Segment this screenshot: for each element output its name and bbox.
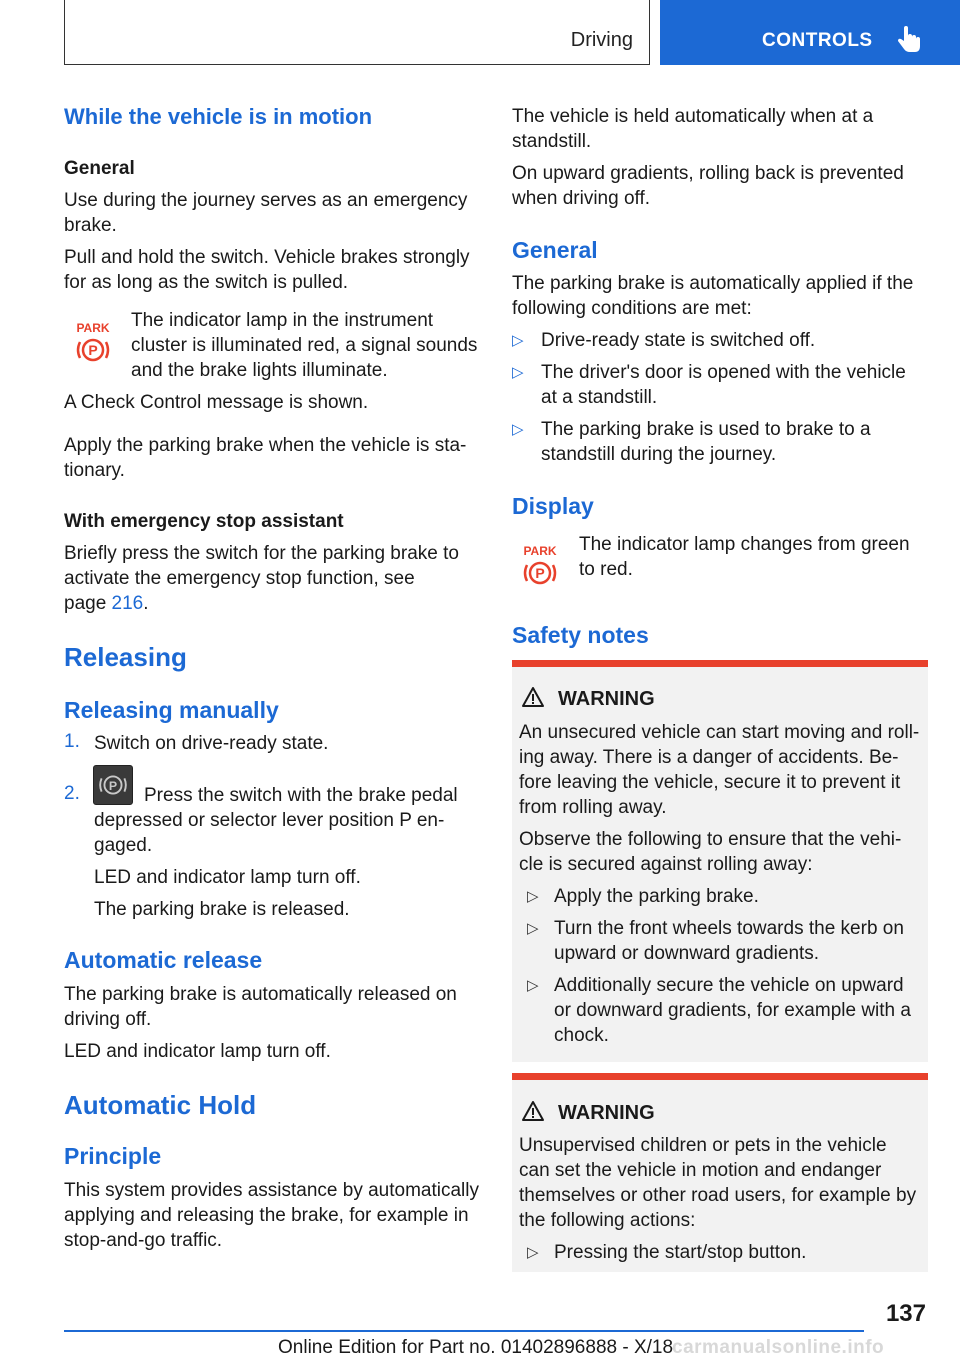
list-item: The parking brake is used to brake to a bbox=[541, 419, 871, 440]
bullet-triangle-icon: ▷ bbox=[527, 977, 539, 994]
svg-text:P: P bbox=[108, 778, 118, 793]
heading-principle: Principle bbox=[64, 1143, 162, 1169]
header-section-title: Driving bbox=[570, 29, 633, 51]
step-text: Switch on drive-ready state. bbox=[94, 733, 329, 754]
heading-general: General bbox=[512, 237, 598, 263]
paragraph-text: to red. bbox=[579, 559, 633, 580]
header-section-box bbox=[64, 0, 650, 65]
warning-text: cle is secured against rolling away: bbox=[519, 854, 813, 875]
warning-text: themselves or other road users, for example by bbox=[519, 1185, 917, 1206]
footer-divider bbox=[64, 1330, 864, 1332]
list-item: Apply the parking brake. bbox=[554, 886, 759, 907]
page-reference-link[interactable]: 216 bbox=[111, 593, 144, 614]
step-text: gaged. bbox=[94, 835, 153, 856]
paragraph-text: The indicator lamp changes from green bbox=[579, 534, 910, 555]
paragraph-text: The indicator lamp in the instrument bbox=[131, 310, 434, 331]
paragraph-text: applying and releasing the brake, for example in bbox=[64, 1205, 469, 1226]
step-number: 2. bbox=[64, 783, 80, 804]
footer-edition: Online Edition for Part no. 01402896888 - X/18 bbox=[278, 1337, 674, 1358]
warning-text: from rolling away. bbox=[519, 797, 667, 818]
paragraph-text: Briefly press the switch for the parking brake to bbox=[64, 543, 459, 564]
warning-title: WARNING bbox=[558, 688, 655, 710]
paragraph-text: On upward gradients, rolling back is prevented bbox=[512, 163, 904, 184]
paragraph-text: page 216. bbox=[64, 593, 149, 614]
list-item: Additionally secure the vehicle on upward bbox=[554, 975, 904, 996]
paragraph-text: This system provides assistance by automatically bbox=[64, 1180, 479, 1201]
step-text: Press the switch with the brake pedal bbox=[144, 785, 458, 806]
step-number: 1. bbox=[64, 731, 80, 752]
heading-releasing: Releasing bbox=[64, 642, 187, 672]
paragraph-text: A Check Control message is shown. bbox=[64, 392, 369, 413]
warning-text: An unsecured vehicle can start moving and roll‐ bbox=[519, 722, 920, 743]
paragraph-text: LED and indicator lamp turn off. bbox=[64, 1041, 331, 1062]
paragraph-text: for as long as the switch is pulled. bbox=[64, 272, 349, 293]
paragraph-text: driving off. bbox=[64, 1009, 152, 1030]
paragraph-text: when driving off. bbox=[512, 188, 651, 209]
heading-while-in-motion: While the vehicle is in motion bbox=[64, 104, 373, 129]
svg-text:PARK: PARK bbox=[76, 321, 110, 335]
paragraph-text: cluster is illuminated red, a signal sounds bbox=[131, 335, 478, 356]
list-item: Drive-ready state is switched off. bbox=[541, 330, 816, 351]
warning-text: fore leaving the vehicle, secure it to prevent it bbox=[519, 772, 901, 793]
bullet-triangle-icon: ▷ bbox=[512, 421, 524, 438]
list-item: upward or downward gradients. bbox=[554, 943, 820, 964]
svg-text:P: P bbox=[535, 565, 545, 581]
paragraph-text: Pull and hold the switch. Vehicle brakes strongly bbox=[64, 247, 470, 268]
paragraph-text: The vehicle is held automatically when at a bbox=[512, 106, 874, 127]
bullet-triangle-icon: ▷ bbox=[527, 1244, 539, 1261]
parking-brake-switch-icon bbox=[93, 765, 133, 805]
paragraph-text: activate the emergency stop function, see bbox=[64, 568, 415, 589]
warning-text: Unsupervised children or pets in the vehicle bbox=[519, 1135, 887, 1156]
paragraph-text: Use during the journey serves as an emergency bbox=[64, 190, 468, 211]
svg-text:P: P bbox=[88, 342, 98, 358]
heading-display: Display bbox=[512, 493, 594, 519]
pointing-hand-icon bbox=[896, 26, 922, 54]
paragraph-text: following conditions are met: bbox=[512, 298, 752, 319]
list-item: chock. bbox=[554, 1025, 609, 1046]
step-text: depressed or selector lever position P en‐ bbox=[94, 810, 445, 831]
list-item: The driver's door is opened with the vehicle bbox=[541, 362, 906, 383]
paragraph-text: brake. bbox=[64, 215, 117, 236]
paragraph-text: standstill. bbox=[512, 131, 592, 152]
paragraph-text: Apply the parking brake when the vehicle is sta‐ bbox=[64, 435, 467, 456]
header-chapter-label: CONTROLS bbox=[762, 30, 873, 51]
park-brake-indicator-icon bbox=[73, 320, 113, 366]
paragraph-text: and the brake lights illuminate. bbox=[131, 360, 388, 381]
park-brake-indicator-icon bbox=[520, 543, 560, 589]
list-item: Pressing the start/stop button. bbox=[554, 1242, 807, 1263]
heading-automatic-hold: Automatic Hold bbox=[64, 1090, 257, 1120]
warning-triangle-icon bbox=[521, 686, 545, 708]
paragraph-text: The parking brake is automatically released on bbox=[64, 984, 457, 1005]
paragraph-text: The parking brake is automatically applied if the bbox=[512, 273, 914, 294]
bullet-triangle-icon: ▷ bbox=[527, 920, 539, 937]
list-item: standstill during the journey. bbox=[541, 444, 777, 465]
paragraph-text: tionary. bbox=[64, 460, 125, 481]
warning-title: WARNING bbox=[558, 1102, 655, 1124]
bullet-triangle-icon: ▷ bbox=[527, 888, 539, 905]
warning-text: ing away. There is a danger of accidents. Be‐ bbox=[519, 747, 899, 768]
step-result-text: LED and indicator lamp turn off. bbox=[94, 867, 361, 888]
heading-general: General bbox=[64, 158, 135, 179]
list-item: or downward gradients, for example with a bbox=[554, 1000, 911, 1021]
svg-text:PARK: PARK bbox=[523, 544, 557, 558]
page-number: 137 bbox=[885, 1300, 926, 1327]
heading-releasing-manually: Releasing manually bbox=[64, 697, 279, 723]
paragraph-text: stop-and-go traffic. bbox=[64, 1230, 223, 1251]
step-result-text: The parking brake is released. bbox=[94, 899, 350, 920]
warning-text: can set the vehicle in motion and endanger bbox=[519, 1160, 882, 1181]
list-item: at a standstill. bbox=[541, 387, 658, 408]
header-chapter-tab[interactable] bbox=[660, 0, 960, 65]
heading-safety-notes: Safety notes bbox=[512, 622, 649, 648]
warning-text: the following actions: bbox=[519, 1210, 696, 1231]
list-item: Turn the front wheels towards the kerb on bbox=[554, 918, 904, 939]
heading-automatic-release: Automatic release bbox=[64, 947, 263, 973]
bullet-triangle-icon: ▷ bbox=[512, 332, 524, 349]
watermark-logo: carmanualsonline.info bbox=[672, 1337, 885, 1358]
warning-triangle-icon bbox=[521, 1100, 545, 1122]
warning-text: Observe the following to ensure that the vehi‐ bbox=[519, 829, 902, 850]
bullet-triangle-icon: ▷ bbox=[512, 364, 524, 381]
heading-emergency-stop-assistant: With emergency stop assistant bbox=[64, 511, 344, 532]
